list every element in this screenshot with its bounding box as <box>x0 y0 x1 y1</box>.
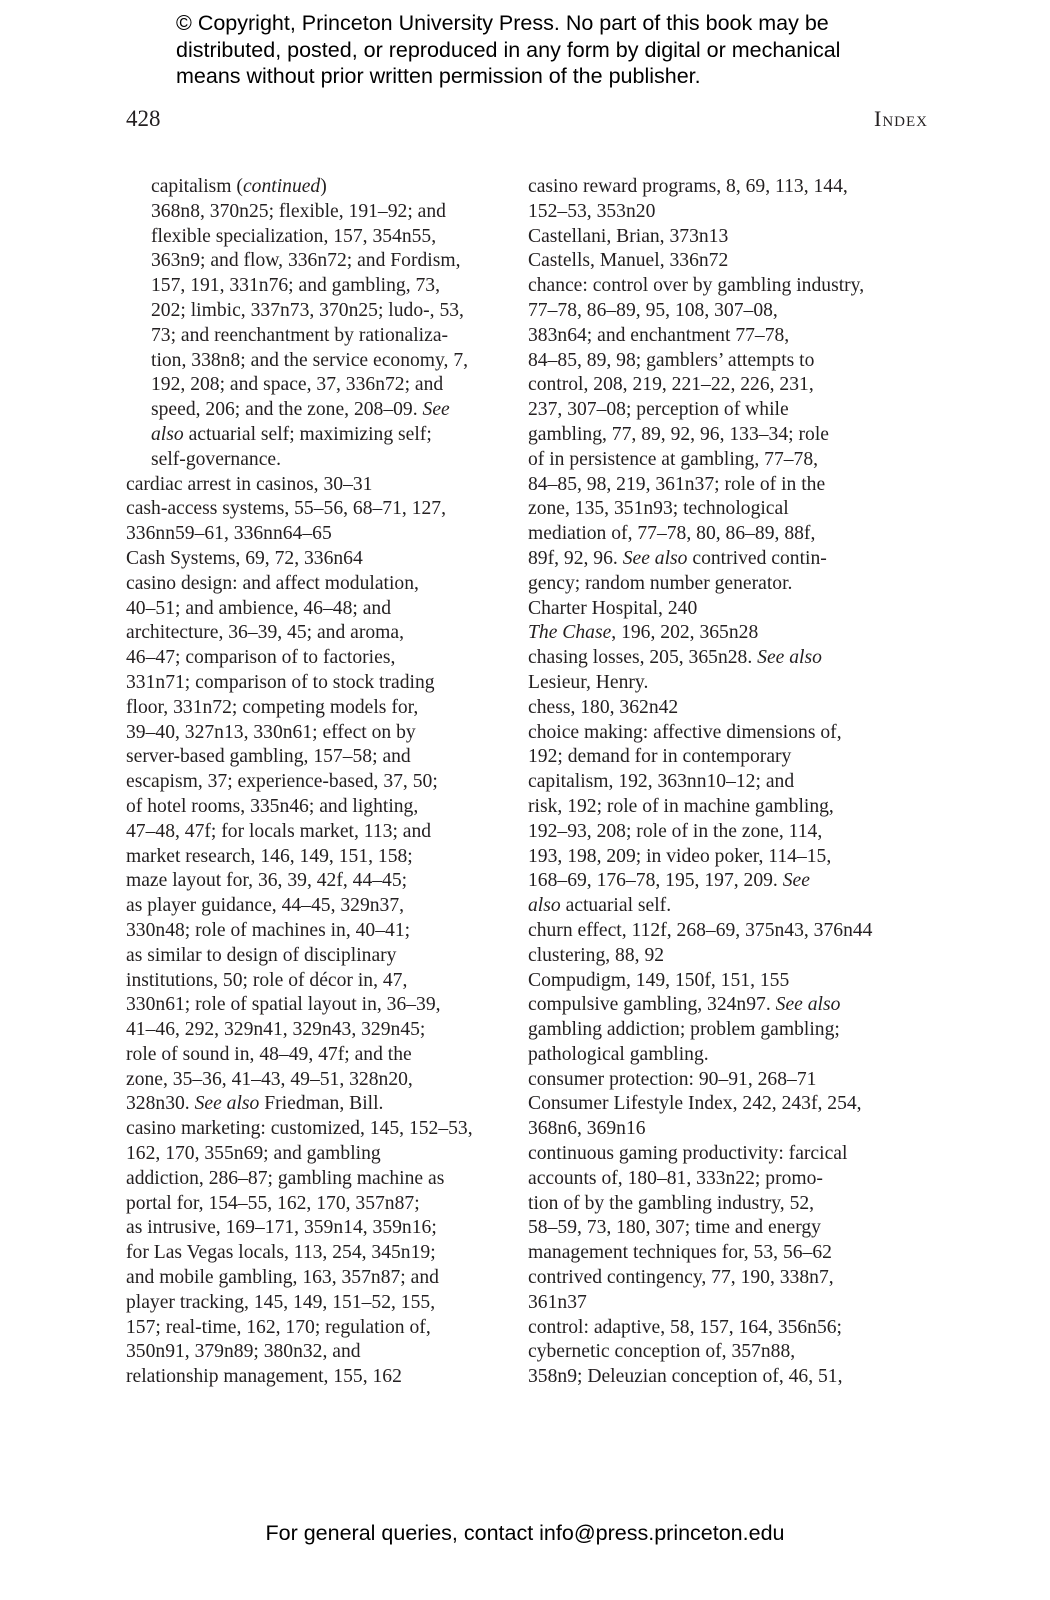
index-text: 168–69, 176–78, 195, 197, 209. <box>528 870 778 892</box>
index-entry <box>528 696 920 721</box>
copyright-line: means without prior written permission of the publisher. <box>176 64 701 88</box>
index-text: actuarial self; maximizing self; <box>188 423 432 445</box>
index-line <box>528 547 920 572</box>
continued-marker: continued <box>242 176 321 197</box>
index-line: 73; and reenchantment by rationaliza- <box>151 324 449 346</box>
index-line: tion, 338n8; and the service economy, 7, <box>151 349 469 371</box>
index-line: 193, 198, 209; in video poker, 114–15, <box>528 845 832 867</box>
index-text: , 196, 202, 365n28 <box>611 622 759 644</box>
index-line: accounts of, 180–81, 333n22; promo- <box>528 1167 823 1189</box>
index-line: cash-access systems, 55–56, 68–71, 127, <box>126 498 446 520</box>
index-text: 89f, 92, 96. <box>528 547 618 569</box>
index-line: 192–93, 208; role of in the zone, 114, <box>528 820 823 842</box>
index-line: chance: control over by gambling industry, <box>528 275 865 297</box>
index-line: institutions, 50; role of décor in, 47, <box>126 969 408 991</box>
index-line: control, 208, 219, 221–22, 226, 231, <box>528 374 814 396</box>
index-line: 152–53, 353n20 <box>528 200 656 222</box>
index-entry <box>528 993 920 1067</box>
index-line: maze layout for, 36, 39, 42f, 44–45; <box>126 870 408 892</box>
index-line: Lesieur, Henry. <box>528 671 649 693</box>
index-line: 157, 191, 331n76; and gambling, 73, <box>151 275 440 297</box>
index-line: 237, 307–08; perception of while <box>528 399 789 421</box>
index-line <box>151 398 518 423</box>
running-head: Index <box>874 106 928 131</box>
index-line: relationship management, 155, 162 <box>126 1366 402 1388</box>
index-line: for Las Vegas locals, 113, 254, 345n19; <box>126 1242 436 1264</box>
index-line <box>528 869 920 894</box>
index-line: continuous gaming productivity: farcical <box>528 1143 848 1165</box>
see-also: See also <box>194 1093 260 1115</box>
index-line: 47–48, 47f; for locals market, 113; and <box>126 820 432 842</box>
index-line: 58–59, 73, 180, 307; time and energy <box>528 1217 821 1239</box>
index-line: chess, 180, 362n42 <box>528 696 679 718</box>
index-entry <box>528 1142 920 1266</box>
index-entry <box>126 547 518 572</box>
index-line: Cash Systems, 69, 72, 336n64 <box>126 547 363 569</box>
book-title: The Chase <box>528 622 612 644</box>
index-line: control: adaptive, 58, 157, 164, 356n56; <box>528 1316 842 1338</box>
index-line <box>151 423 518 448</box>
index-line: gambling, 77, 89, 92, 96, 133–34; role <box>528 423 829 445</box>
index-line: risk, 192; role of in machine gambling, <box>528 795 834 817</box>
index-line: consumer protection: 90–91, 268–71 <box>528 1068 817 1090</box>
index-line: zone, 35–36, 41–43, 49–51, 328n20, <box>126 1068 413 1090</box>
index-entry <box>528 1266 920 1316</box>
index-line: as player guidance, 44–45, 329n37, <box>126 895 405 917</box>
index-line: role of sound in, 48–49, 47f; and the <box>126 1043 412 1065</box>
index-entry <box>528 646 920 696</box>
see-also: See also <box>622 547 688 569</box>
index-line: 368n6, 369n16 <box>528 1118 646 1140</box>
index-line: 84–85, 89, 98; gamblers’ attempts to <box>528 349 815 371</box>
index-entry <box>528 969 920 994</box>
copyright-notice <box>176 10 976 90</box>
index-line: and mobile gambling, 163, 357n87; and <box>126 1267 439 1289</box>
index-entry <box>126 497 518 547</box>
index-line: player tracking, 145, 149, 151–52, 155, <box>126 1291 436 1313</box>
copyright-line: distributed, posted, or reproduced in any form by digital or mechanical <box>176 37 841 62</box>
index-entry <box>126 1117 518 1390</box>
index-line: 77–78, 86–89, 95, 108, 307–08, <box>528 299 778 321</box>
index-line: 383n64; and enchantment 77–78, <box>528 324 790 346</box>
index-line: as similar to design of disciplinary <box>126 944 397 966</box>
index-text: actuarial self. <box>565 895 672 917</box>
index-entry <box>528 175 920 225</box>
index-line: cybernetic conception of, 357n88, <box>528 1341 796 1363</box>
continued-heading: capitalism <box>151 176 232 197</box>
see-also: See <box>782 870 810 892</box>
page-number: 428 <box>126 106 161 131</box>
index-line: casino reward programs, 8, 69, 113, 144, <box>528 176 848 197</box>
index-line: capitalism (continued) <box>151 176 327 197</box>
index-line: cardiac arrest in casinos, 30–31 <box>126 473 373 495</box>
index-line <box>528 993 920 1018</box>
index-line: market research, 146, 149, 151, 158; <box>126 845 413 867</box>
index-line: escapism, 37; experience-based, 37, 50; <box>126 771 438 793</box>
index-text: 328n30. <box>126 1093 190 1115</box>
index-line: 358n9; Deleuzian conception of, 46, 51, <box>528 1366 843 1388</box>
index-entry <box>528 1068 920 1093</box>
see-also: See <box>422 399 450 421</box>
index-line: zone, 135, 351n93; technological <box>528 498 789 520</box>
index-line: 368n8, 370n25; flexible, 191–92; and <box>151 200 446 222</box>
index-line: 46–47; comparison of to factories, <box>126 647 396 669</box>
index-line: as intrusive, 169–171, 359n14, 359n16; <box>126 1217 437 1239</box>
index-line: churn effect, 112f, 268–69, 375n43, 376n44 <box>528 919 873 941</box>
index-entry <box>126 473 518 498</box>
index-line: pathological gambling. <box>528 1043 709 1065</box>
index-line: Consumer Lifestyle Index, 242, 243f, 254, <box>528 1093 862 1115</box>
index-line <box>528 646 920 671</box>
index-column-right <box>528 175 920 1390</box>
index-line: choice making: affective dimensions of, <box>528 721 842 743</box>
index-line: casino marketing: customized, 145, 152–53, <box>126 1118 473 1140</box>
index-line: 336nn59–61, 336nn64–65 <box>126 523 332 545</box>
index-line: server-based gambling, 157–58; and <box>126 746 411 768</box>
index-line: of in persistence at gambling, 77–78, <box>528 448 819 470</box>
see-also: also <box>528 895 561 917</box>
index-line: 41–46, 292, 329n41, 329n43, 329n45; <box>126 1019 426 1041</box>
index-line: flexible specialization, 157, 354n55, <box>151 225 437 247</box>
index-line <box>126 1092 518 1117</box>
index-line: floor, 331n72; competing models for, <box>126 696 419 718</box>
index-column-left <box>126 175 518 1390</box>
index-line: 192; demand for in contemporary <box>528 746 792 768</box>
index-line: 361n37 <box>528 1291 587 1313</box>
index-line: clustering, 88, 92 <box>528 944 665 966</box>
index-line <box>528 621 920 646</box>
index-line: gambling addiction; problem gambling; <box>528 1019 840 1041</box>
see-also: See also <box>757 647 822 669</box>
index-line: 40–51; and ambience, 46–48; and <box>126 597 391 619</box>
index-line: tion of by the gambling industry, 52, <box>528 1192 815 1214</box>
index-line: gency; random number generator. <box>528 572 793 594</box>
index-line: management techniques for, 53, 56–62 <box>528 1242 832 1264</box>
index-line: Charter Hospital, 240 <box>528 597 698 619</box>
index-entry <box>528 249 920 274</box>
index-line: 84–85, 98, 219, 361n37; role of in the <box>528 473 826 495</box>
index-line: 162, 170, 355n69; and gambling <box>126 1143 381 1165</box>
index-entry <box>528 919 920 944</box>
index-text: chasing losses, 205, 365n28. <box>528 647 753 669</box>
footer-contact: For general queries, contact info@press.princeton.edu <box>265 1521 785 1545</box>
index-line: portal for, 154–55, 162, 170, 357n87; <box>126 1192 420 1214</box>
index-text: speed, 206; and the zone, 208–09. <box>151 399 418 421</box>
index-text: Friedman, Bill. <box>264 1093 384 1115</box>
index-line: capitalism, 192, 363nn10–12; and <box>528 771 795 793</box>
index-entry <box>528 225 920 250</box>
index-line <box>528 894 920 919</box>
copyright-line: © Copyright, Princeton University Press. No part of this book may be <box>176 11 829 35</box>
index-entry <box>528 621 920 646</box>
index-line: contrived contingency, 77, 190, 338n7, <box>528 1267 834 1289</box>
index-line: addiction, 286–87; gambling machine as <box>126 1167 445 1189</box>
index-entry <box>528 944 920 969</box>
index-entry <box>126 572 518 1118</box>
index-entry <box>528 274 920 596</box>
see-also: See also <box>775 994 841 1016</box>
index-line: 330n48; role of machines in, 40–41; <box>126 919 411 941</box>
index-entry <box>528 1316 920 1390</box>
index-text: contrived contin- <box>692 547 827 569</box>
index-line: 331n71; comparison of to stock trading <box>126 671 435 693</box>
index-line: 192, 208; and space, 37, 336n72; and <box>151 374 444 396</box>
index-line: Castells, Manuel, 336n72 <box>528 250 729 272</box>
index-text: compulsive gambling, 324n97. <box>528 994 771 1016</box>
index-entry <box>528 1092 920 1142</box>
index-line: 157; real-time, 162, 170; regulation of, <box>126 1316 431 1338</box>
index-line: 39–40, 327n13, 330n61; effect on by <box>126 721 416 743</box>
index-line: of hotel rooms, 335n46; and lighting, <box>126 795 419 817</box>
index-line: Castellani, Brian, 373n13 <box>528 225 729 247</box>
index-line: Compudigm, 149, 150f, 151, 155 <box>528 969 790 991</box>
index-line: 350n91, 379n89; 380n32, and <box>126 1341 361 1363</box>
index-line: 330n61; role of spatial layout in, 36–39, <box>126 994 441 1016</box>
see-also: also <box>151 423 184 445</box>
index-entry <box>528 721 920 919</box>
index-line: casino design: and affect modulation, <box>126 572 419 594</box>
index-line: 363n9; and flow, 336n72; and Fordism, <box>151 250 461 272</box>
index-line: architecture, 36–39, 45; and aroma, <box>126 622 405 644</box>
index-line: 202; limbic, 337n73, 370n25; ludo-, 53, <box>151 299 464 321</box>
index-entry <box>528 597 920 622</box>
index-entry-continued <box>126 175 518 473</box>
index-line: self-governance. <box>151 448 282 470</box>
index-line: mediation of, 77–78, 80, 86–89, 88f, <box>528 523 816 545</box>
